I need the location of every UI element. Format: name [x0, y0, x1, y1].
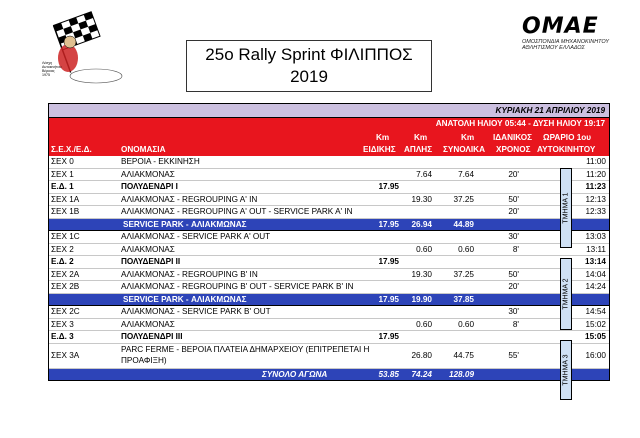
cell-time: 16:00 [585, 350, 606, 360]
cell-time: 15:05 [585, 332, 606, 341]
cell-time: 11:23 [585, 182, 606, 191]
cell-name: SERVICE PARK - ΑΛΙΑΚΜΩΝΑΣ [123, 294, 247, 304]
itinerary-rows [49, 156, 609, 369]
cell-ideal: 20' [508, 207, 519, 216]
cell-ideal: 30' [508, 232, 519, 241]
totals-link: 74.24 [411, 369, 432, 379]
cell-ideal: 50' [508, 269, 519, 279]
stage-row [49, 319, 609, 332]
cell-ideal: 8' [512, 319, 519, 329]
itinerary-table [48, 103, 610, 381]
stage-row [49, 181, 609, 194]
cell-time: 13:14 [585, 257, 606, 266]
club-logo [38, 10, 130, 86]
cell-code: ΣΕΧ 3 [51, 319, 74, 329]
cell-ideal: 20' [508, 169, 519, 179]
totals-special: 53.85 [378, 369, 399, 379]
event-year: 2019 [290, 67, 328, 86]
cell-code: ΣΕΧ 2 [51, 244, 74, 254]
col-code: Σ.Ε.Χ./Ε.Δ. [51, 145, 92, 154]
cell-code: ΣΕΧ 1 [51, 169, 74, 179]
cell-name: ΒΕΡΟΙΑ - ΕΚΚΙΝΗΣΗ [121, 157, 200, 166]
cell-name: ΑΛΙΑΚΜΟΝΑΣ - REGROUPING B' OUT - SERVICE PARK B' IN [121, 282, 354, 291]
stage-row [49, 206, 609, 219]
cell-code: ΣΕΧ 1C [51, 232, 80, 241]
cell-name: ΑΛΙΑΚΜΟΝΑΣ - SERVICE PARK B' OUT [121, 307, 271, 316]
cell-time: 14:54 [585, 307, 606, 316]
cell-name: ΠΟΛΥΔΕΝΔΡΙ II [121, 257, 181, 266]
col-link-unit: Km [414, 133, 428, 142]
cell-code: ΣΕΧ 3Α [51, 350, 80, 360]
event-title: 25ο Rally Sprint ΦΙΛΙΠΠΟΣ [205, 45, 413, 64]
cell-code: ΣΕΧ 2C [51, 307, 80, 316]
col-time-top: ΩΡΑΡΙΟ 1ου [543, 133, 592, 142]
stage-row [49, 306, 609, 319]
cell-name: ΠΟΛΥΔΕΝΔΡΙ III [121, 332, 183, 341]
col-total-unit: Km [461, 133, 475, 142]
omae-name: ΟΜΑΕ [522, 14, 599, 39]
totals-total: 128.09 [448, 369, 474, 379]
cell-total: 44.75 [453, 350, 474, 360]
event-title-box [186, 40, 432, 92]
col-name: ΟΝΟΜΑΣΙΑ [121, 145, 166, 154]
cell-name: ΑΛΙΑΚΜΟΝΑΣ - REGROUPING A' OUT - SERVICE PARK A' IN [121, 207, 353, 216]
cell-total: 44.89 [453, 219, 474, 229]
cell-total: 37.85 [453, 294, 474, 304]
cell-ideal: 8' [512, 244, 519, 254]
cell-link: 0.60 [416, 244, 432, 254]
col-special: ΕΙΔΙΚΗΣ [363, 145, 396, 154]
cell-total: 0.60 [458, 244, 474, 254]
cell-name [121, 344, 369, 366]
service-park-row [49, 219, 609, 232]
stage-row [49, 256, 609, 269]
cell-name: ΑΛΙΑΚΜΟΝΑΣ - SERVICE PARK A' OUT [121, 232, 271, 241]
cell-link: 26.94 [411, 219, 432, 229]
cell-code: ΣΕΧ 1Α [51, 194, 80, 204]
stage-row [49, 231, 609, 244]
cell-code: Ε.Δ. 3 [51, 332, 74, 341]
cell-time: 11:20 [586, 169, 606, 179]
cell-ideal: 30' [508, 307, 519, 316]
cell-time: 13:11 [586, 244, 606, 254]
section-label-1 [560, 168, 572, 248]
cell-name: ΑΛΙΑΚΜΟΝΑΣ - REGROUPING A' IN [121, 194, 258, 204]
section-2-text: ΤΜΗΜΑ 2 [562, 278, 570, 310]
cell-name: SERVICE PARK - ΑΛΙΑΚΜΩΝΑΣ [123, 219, 247, 229]
section-1-text: ΤΜΗΜΑ 1 [562, 192, 570, 224]
date-row [49, 104, 609, 118]
cell-ss: 17.95 [378, 294, 399, 304]
cell-time: 11:00 [586, 157, 606, 166]
section-label-3 [560, 340, 572, 400]
stage-row [49, 169, 609, 182]
cell-total: 37.25 [453, 194, 474, 204]
cell-link: 0.60 [416, 319, 432, 329]
omae-subtitle: ΟΜΟΣΠΟΝΔΙΑ ΜΗΧΑΝΟΚΙΝΗΤΟΥ ΑΘΛΗΤΙΣΜΟΥ ΕΛΛΑΔΟΣ [522, 39, 610, 51]
cell-code: ΣΕΧ 2Β [51, 282, 80, 291]
cell-time: 13:03 [585, 232, 606, 241]
col-time: ΑΥΤΟΚΙΝΗΤΟΥ [537, 145, 596, 154]
totals-label: ΣΥΝΟΛΟ ΑΓΩΝΑ [262, 369, 328, 379]
section-3-text: ΤΜΗΜΑ 3 [562, 354, 570, 386]
stage-row [49, 194, 609, 207]
cell-ideal: 50' [508, 194, 519, 204]
cell-code: Ε.Δ. 1 [51, 182, 74, 191]
stage-row [49, 244, 609, 257]
cell-link: 19.30 [411, 194, 432, 204]
cell-link: 26.80 [411, 350, 432, 360]
col-link: ΑΠΛΗΣ [404, 145, 433, 154]
cell-time: 12:13 [585, 194, 606, 204]
service-park-row [49, 294, 609, 307]
totals-row [49, 369, 609, 381]
svg-text:Λέσχη: Λέσχη [42, 61, 53, 65]
cell-link: 7.64 [416, 169, 432, 179]
cell-ss: 17.95 [378, 182, 399, 191]
col-ideal: ΧΡΟΝΟΣ [496, 145, 531, 154]
cell-link: 19.90 [411, 294, 432, 304]
cell-time: 15:02 [585, 319, 606, 329]
stage-row [49, 269, 609, 282]
cell-name-line1: PARC FERME - ΒΕΡΟΙΑ ΠΛΑΤΕΙΑ ΔΗΜΑΡΧΕΙΟΥ (ΕΠΙΤΡΕΠΕΤΑΙ Η [121, 344, 370, 354]
sun-row [49, 118, 609, 132]
cell-time: 12:33 [585, 207, 606, 216]
stage-row [49, 281, 609, 294]
section-label-2 [560, 258, 572, 330]
svg-text:Αυτοκινήτου: Αυτοκινήτου [42, 65, 62, 69]
stage-row [49, 331, 609, 344]
cell-ss: 17.95 [378, 257, 399, 266]
cell-ideal: 55' [508, 350, 519, 360]
svg-text:Βέροιας: Βέροιας [42, 69, 55, 73]
cell-name: ΑΛΙΑΚΜΟΝΑΣ [121, 244, 175, 254]
cell-code: Ε.Δ. 2 [51, 257, 74, 266]
cell-ss: 17.95 [378, 219, 399, 229]
cell-total: 37.25 [453, 269, 474, 279]
event-date: ΚΥΡΙΑΚΗ 21 ΑΠΡΙΛΙΟΥ 2019 [495, 106, 605, 115]
cell-ideal: 20' [508, 282, 519, 291]
cell-ss: 17.95 [378, 332, 399, 341]
col-ideal-top: ΙΔΑΝΙΚΟΣ [493, 133, 533, 142]
column-header-row [49, 132, 609, 156]
col-total: ΣΥΝΟΛΙΚΑ [443, 145, 485, 154]
svg-text:1975: 1975 [42, 73, 50, 77]
cell-name: ΑΛΙΑΚΜΟΝΑΣ - REGROUPING B' IN [121, 269, 258, 279]
col-special-unit: Km [376, 133, 390, 142]
cell-name: ΑΛΙΑΚΜΟΝΑΣ [121, 169, 175, 179]
cell-name-line2: ΠΡΟΑΦΙΞΗ) [121, 355, 167, 365]
cell-total: 7.64 [458, 169, 474, 179]
omae-logo [522, 14, 628, 51]
cell-time: 14:04 [585, 269, 606, 279]
cell-code: ΣΕΧ 0 [51, 157, 74, 166]
stage-row [49, 344, 609, 369]
cell-name: ΠΟΛΥΔΕΝΔΡΙ I [121, 182, 178, 191]
sun-times: ΑΝΑΤΟΛΗ ΗΛΙΟΥ 05:44 - ΔΥΣΗ ΗΛΙΟΥ 19:17 [435, 119, 605, 128]
cell-time: 14:24 [585, 282, 606, 291]
stage-row [49, 156, 609, 169]
cell-total: 0.60 [458, 319, 474, 329]
cell-code: ΣΕΧ 2Α [51, 269, 80, 279]
cell-link: 19.30 [411, 269, 432, 279]
cell-code: ΣΕΧ 1Β [51, 207, 80, 216]
cell-name: ΑΛΙΑΚΜΟΝΑΣ [121, 319, 175, 329]
